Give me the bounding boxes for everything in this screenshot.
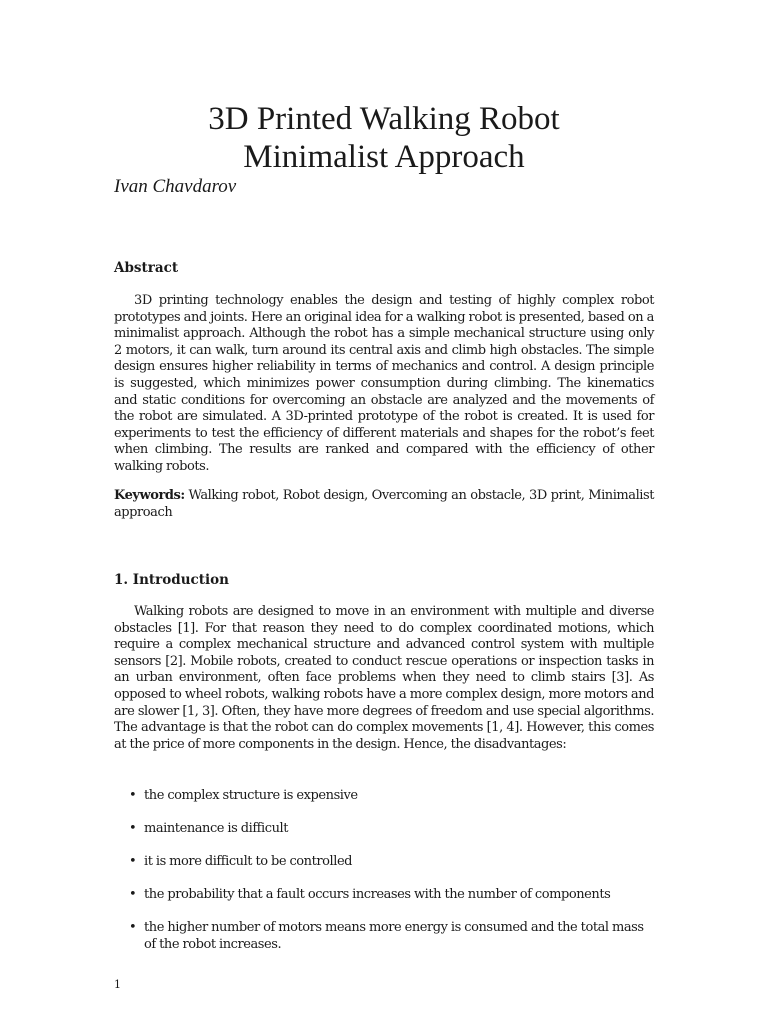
list-item <box>114 854 654 871</box>
bullet-icon: • <box>129 788 137 803</box>
keywords-text: Walking robot, Robot design, Overcoming an obstacle, 3D print, Minimalist approach <box>114 488 654 520</box>
author-name: Ivan Chavdarov <box>114 176 237 197</box>
list-item-text: maintenance is difficult <box>144 820 288 836</box>
bullet-icon: • <box>129 820 137 836</box>
introduction-heading: 1. Introduction <box>114 572 229 588</box>
disadvantages-list <box>114 788 654 970</box>
list-item <box>114 920 654 953</box>
paper-title <box>0 100 768 176</box>
abstract-text: 3D printing technology enables the design and testing of highly complex robot prototypes and joints. Here an original idea for a walking robot is presented, based on a minimalist approach. Although the robot has a simple mechanical structure using only 2 motors, it can walk, turn around its central axis and climb high obstacles. The simple design ensures higher reliability in terms of mechanics and control. A design principle is suggested, which minimizes power consumption during climbing. The kinematics and static conditions for overcoming an obstacle are analyzed and the movements of the robot are simulated. A 3D-printed prototype of the robot is created. It is used for experiments to test the efficiency of different materials and shapes for the robot’s feet when climbing. The results are ranked and compared with the efficiency of other walking robots. <box>114 293 654 474</box>
abstract-heading: Abstract <box>114 260 179 276</box>
bullet-icon: • <box>129 919 137 935</box>
list-item-text: it is more difficult to be controlled <box>144 853 353 869</box>
bullet-icon: • <box>129 853 137 869</box>
page-number: 1 <box>114 978 121 991</box>
list-item <box>114 887 654 904</box>
title-line-1: 3D Printed Walking Robot <box>208 101 560 137</box>
keywords <box>114 488 654 521</box>
keywords-label: Keywords: <box>114 488 185 503</box>
list-item <box>114 821 654 838</box>
list-item-text: the higher number of motors means more energy is consumed and the total mass of the robot increases. <box>144 919 644 952</box>
bullet-icon: • <box>129 886 137 902</box>
list-item-text: the probability that a fault occurs increases with the number of components <box>144 886 611 902</box>
introduction-text: Walking robots are designed to move in an environment with multiple and diverse obstacles [1]. For that reason they need to do complex coordinated motions, which require a complex mechanical structure and advanced control system with multiple sensors [2]. Mobile robots, created to conduct rescue operations or inspection tasks in an urban environment, often face problems when they need to climb stairs [3]. As opposed to wheel robots, walking robots have a more complex design, more motors and are slower [1, 3]. Often, they have more degrees of freedom and use special algorithms. The advantage is that the robot can do complex movements [1, 4]. However, this comes at the price of more components in the design. Hence, the disadvantages: <box>114 604 654 752</box>
list-item <box>114 788 654 805</box>
list-item-text: the complex structure is expensive <box>144 788 358 803</box>
title-line-2: Minimalist Approach <box>243 139 525 175</box>
